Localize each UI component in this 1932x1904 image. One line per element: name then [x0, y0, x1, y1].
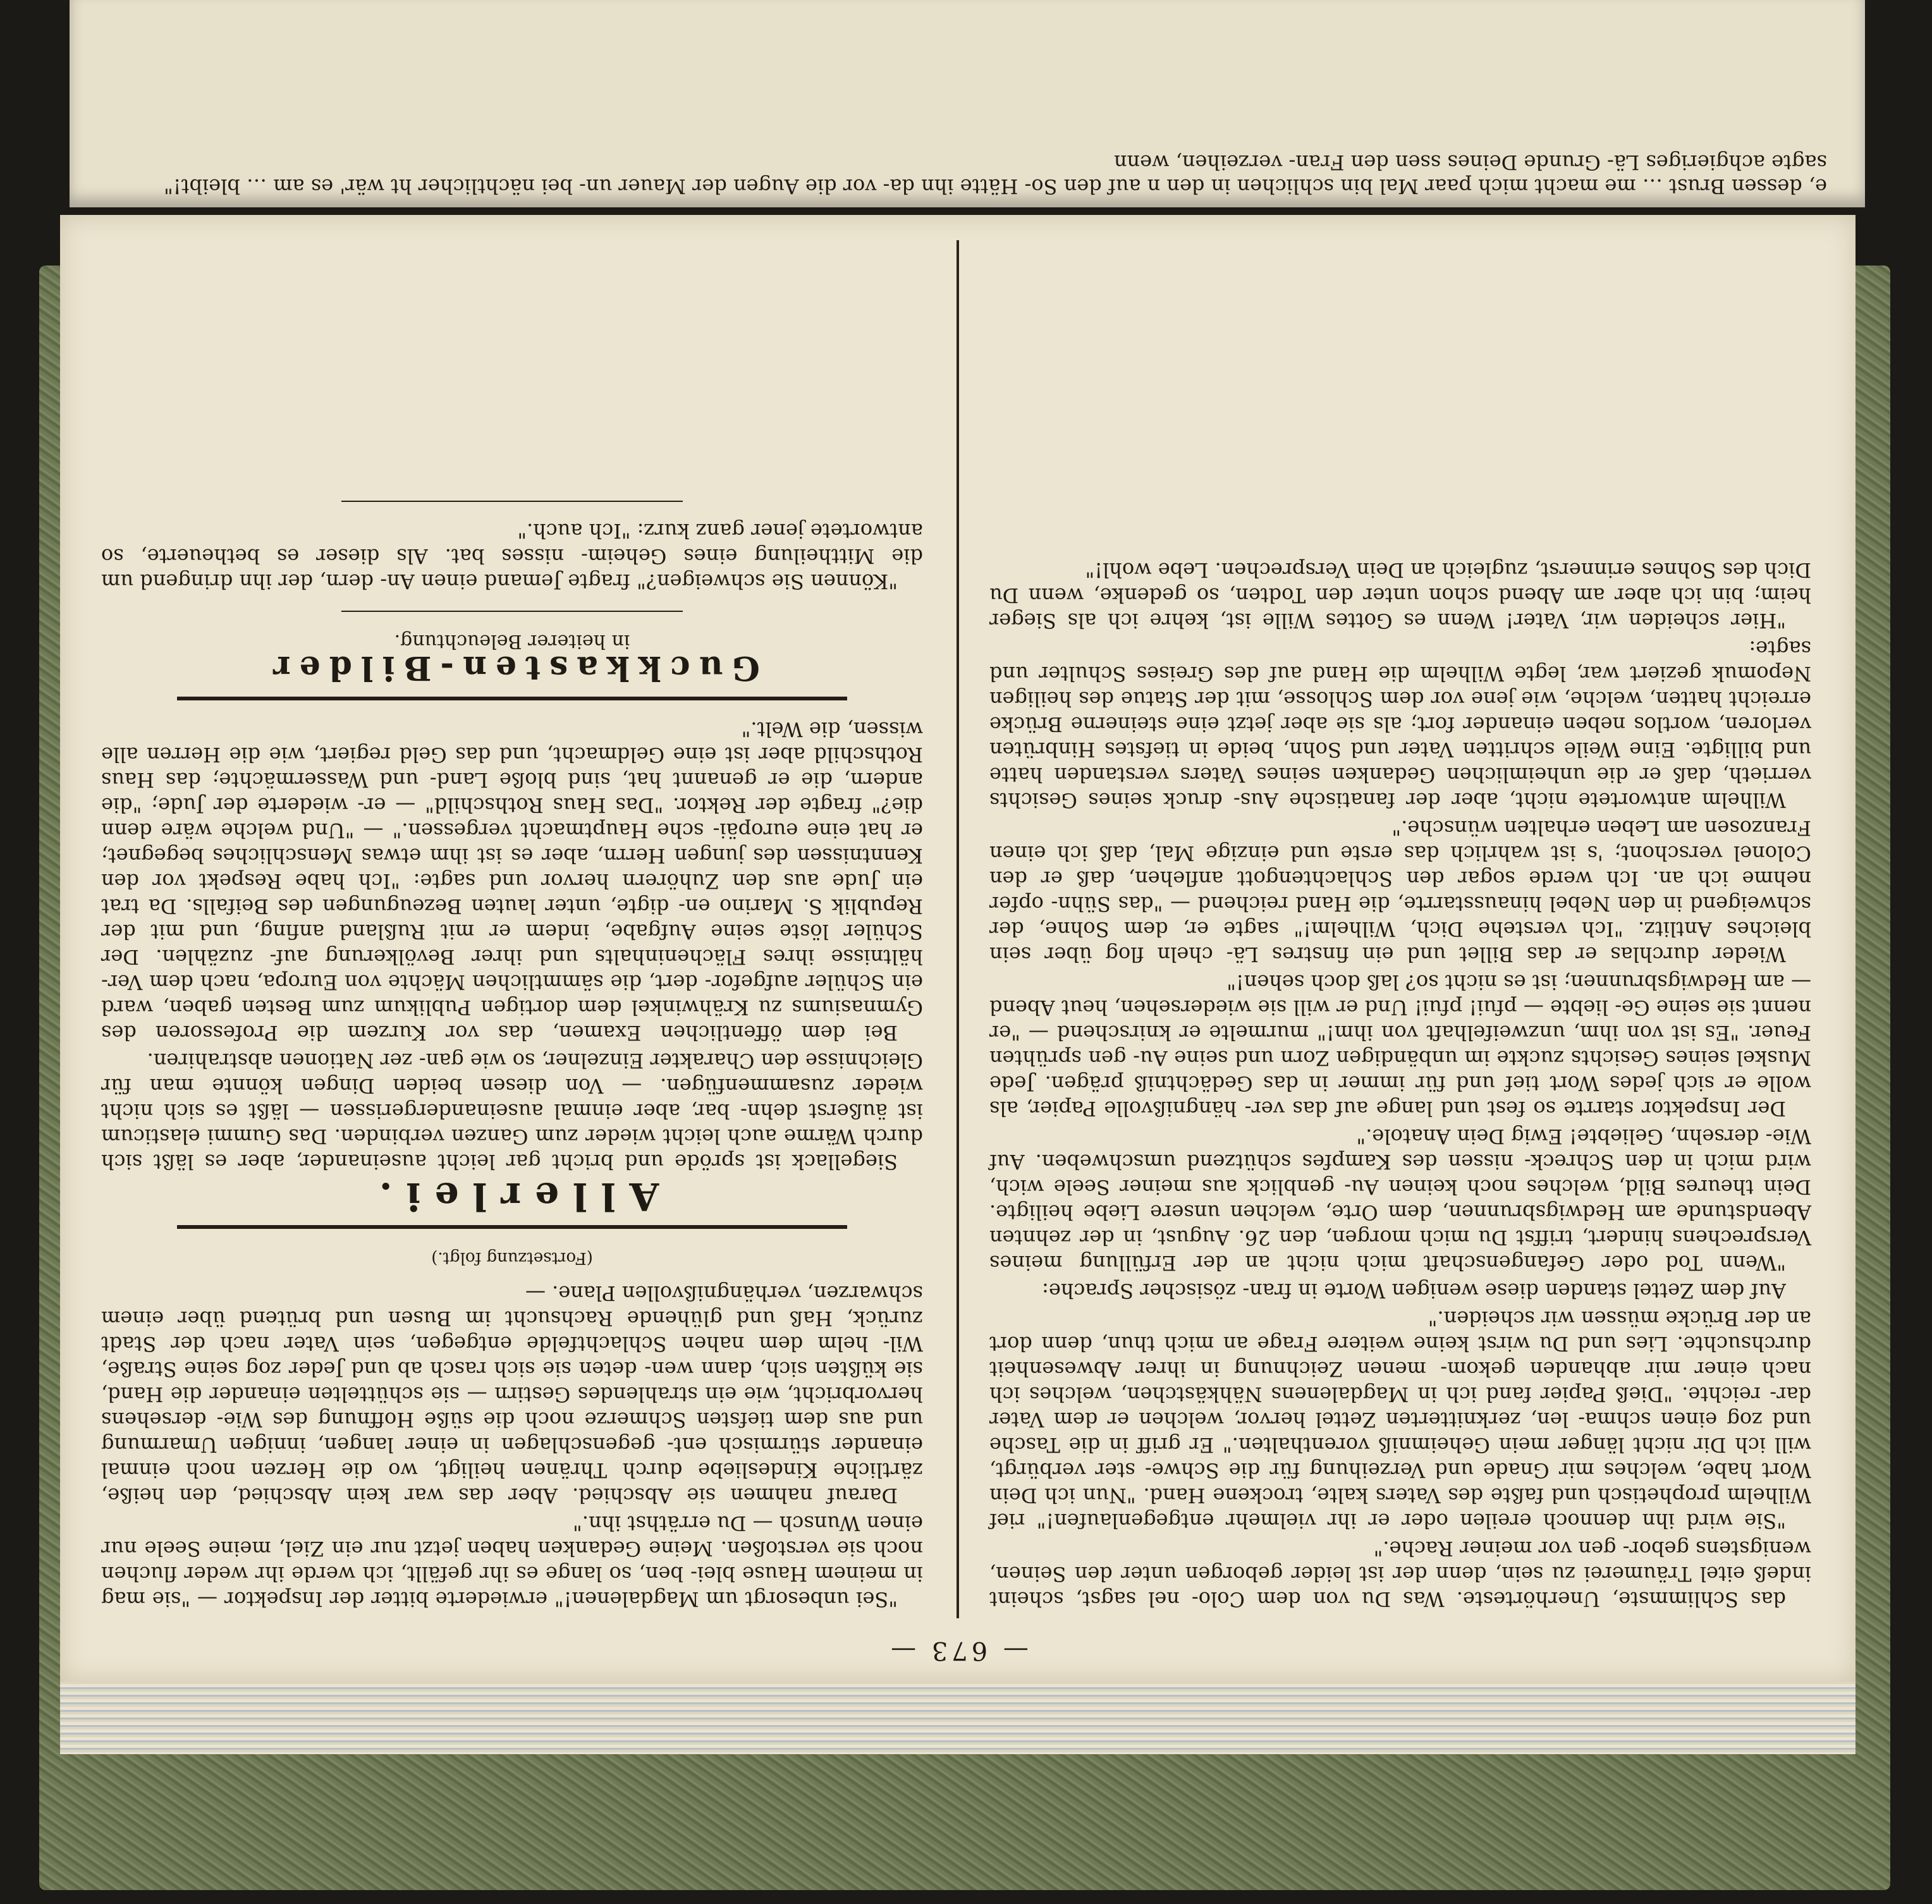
- closing-rule: [341, 501, 683, 502]
- book-page: [60, 215, 1856, 1681]
- anecdote-paragraph: Bei dem öffentlichen Examen, das vor Kurzem die Professoren des Gymnasiums zu Krähwinkel dem dortigen Publikum zum Besten gaben, ward ein Schüler aufgefor- dert, die sämmtlichen Mächte von Europa, nach dem Ver- hältnisse ihres Flächeninhalts und ihrer Bevölkerung auf- zuzählen. Der Schüler löste seine Aufgabe, indem er mit Rußland anfing, und mit der Republik S. Marino en- digte, unter lauten Bezeugungen des Beifalls. Da trat ein Jude aus den Zuhörern hervor und sagte: "Ich habe Respekt vor den Kenntnissen des jungen Herrn, aber es ist ihm etwas Menschliches begegnet; er hat eine europäi- sche Hauptmacht vergessen." — "Und welche wäre denn die?" fragte der Rektor. "Das Haus Rothschild" — er- wiederte der Jude; "die andern, die er genannt hat, sind bloße Land- und Wassermächte; das Haus Rothschild aber ist eine Geldmacht, und das Geld regiert, wie die Herren alle wissen, die Welt.": [101, 717, 923, 1045]
- story-paragraph: "Hier scheiden wir, Vater! Wenn es Gottes Wille ist, kehre ich als Sieger heim; bin ich aber am Abend schon unter den Todten, so gedenke, wenn Du Dich des Sohnes erinnerst, zugleich an Dein Versprechen. Lebe wohl!": [989, 558, 1811, 633]
- story-paragraph: Wilhelm antwortete nicht, aber der fanatische Aus- druck seines Gesichts verrieth, daß er die unheimlichen Gedanken seines Vaters verstanden hatte und billigte. Eine Weile schritten Vater und Sohn, beide in tiefstes Hinbrüten verloren, wortlos neben einander fort; als sie aber jetzt eine steinerne Brücke erreicht hatten, welche, wie jene vor dem Schlosse, mit der Statue des heiligen Nepomuk geziert war, legte Wilhelm die Hand auf des Greises Schulter und sagte:: [989, 637, 1811, 812]
- short-rule: [341, 611, 683, 612]
- story-paragraph: "Sei unbesorgt um Magdalenen!" erwiederte bitter der Inspektor — "sie mag in meinem Hause blei- ben, so lange es ihr gefällt, ich werde ihr weder fluchen noch sie verstoßen. Meine Gedanken haben jetzt nur ein Ziel, meine Seele nur einen Wunsch — Du erräthst ihn.": [101, 1511, 923, 1611]
- right-column: [101, 484, 923, 1612]
- facing-page-fragment: [70, 0, 1865, 207]
- story-paragraph: "Sie wird ihn dennoch ereilen oder er ihr vielmehr entgegenlaufen!" rief Wilhelm prophetisch und faßte des Vaters kalte, trockene Hand. "Nun ich Dein Wort habe, welches mir Gnade und Verzeihung für die Schwe- ster verbürgt, will ich Dir nicht länger mein Geheimniß vorenthalten." Er griff in die Tasche und zog einen schma- len, zerknitterten Zettel hervor, welchen er dem Vater dar- reichte. "Dieß Papier fand ich in Magdalenens Nähkästchen, welches ich nach einer mir abhanden gekom- menen Zeichnung in ihrer Abwesenheit durchsuchte. Lies und Du wirst keine weitere Frage an mich thun, denn dort an der Brücke müssen wir scheiden.": [989, 1307, 1811, 1533]
- section-title-guckkasten: Guckkasten-Bilder: [264, 649, 760, 687]
- section-subtitle: in heiterer Beleuchtung.: [394, 630, 630, 652]
- continuation-note: (Fortsetzung folgt.): [431, 1248, 593, 1267]
- page-number: — 673 —: [887, 1636, 1029, 1665]
- page-edges: [60, 1669, 1856, 1754]
- page-content-rotated: [60, 215, 1856, 1681]
- anecdote-paragraph: Siegellack ist spröde und bricht gar leicht auseinander, aber es läßt sich durch Wärme auch leicht wieder zum Ganzen verbinden. Das Gummi elasticum ist äußerst dehn- bar, aber einmal auseinandergerissen — läßt es sich nicht wieder zusammenfügen. — Von diesen beiden Dingen könnte man für Gleichnisse den Charakter Einzelner, so wie gan- zer Nationen abstrahiren.: [101, 1049, 923, 1174]
- story-paragraph: "Wenn Tod oder Gefangenschaft mich nicht an der Erfüllung meines Versprechens hindert, triffst Du mich morgen, den 26. August, in der zehnten Abendstunde am Hedwigsbrunnen, dem Orte, welchen unsere Liebe heiligte. Dein theures Bild, welches noch keinen Au- genblick aus meiner Seele wich, wird mich in den Schreck- nissen des Kampfes schützend umschweben. Auf Wie- dersehn, Geliebte! Ewig Dein Anatole.": [989, 1125, 1811, 1275]
- section-rule: [177, 1225, 847, 1229]
- facing-page-text: e, dessen Brust … me macht mich paar Mal bin schlichen in den n auf den So- Hätte ihn da- vor die Augen der Mauer un- bei nächtlicher ht wär' es am … bleibt!" sagte achgieriges Lä- Grunde Deines ssen den Fran- verzeihen, wenn: [164, 150, 1827, 198]
- section-rule: [177, 697, 847, 700]
- section-title-allerlei: Allerlei.: [365, 1174, 659, 1218]
- column-divider: [957, 240, 959, 1618]
- anecdote-paragraph: "Können Sie schweigen?" fragte Jemand einen An- dern, der ihn dringend um die Mittheilung eines Geheim- nisses bat. Als dieser es betheuerte, so antwortete jener ganz kurz: "Ich auch.": [101, 519, 923, 594]
- story-paragraph: das Schlimmste, Unerhörteste. Was Du von dem Colo- nel sagst, scheint indeß eitel Träumerei zu sein, denn der ist leider geborgen unter den Seinen, wenigstens gebor- gen vor meiner Rache.": [989, 1537, 1811, 1611]
- story-paragraph: Auf dem Zettel standen diese wenigen Worte in fran- zösischer Sprache:: [1042, 1279, 1786, 1303]
- story-paragraph: Der Inspektor starrte so fest und lange auf das ver- hängnißvolle Papier, als wolle er sich jedes Wort tief und für immer in das Gedächtniß prägen. Jede Muskel seines Gesichts zuckte im unbändigen Zorn und seine Au- gen sprühten Feuer. "Es ist von ihm, unzweifelhaft von ihm!" murmelte er knirschend — "er nennt sie seine Ge- liebte — pfui! pfui! Und er will sie wiedersehen, heut Abend — am Hedwigsbrunnen; ist es nicht so? laß doch sehen!": [989, 970, 1811, 1121]
- story-paragraph: Wieder durchlas er das Billet und ein finstres Lä- cheln flog über sein bleiches Antlitz. "Ich verstehe Dich, Wilhelm!" sagte er, dem Sohne, der schweigend in den Nebel hinausstarrte, die Hand reichend — "das Sühn- opfer nehme ich an. Ich werde sogar den Schlachtengott anflehen, daß er den Colonel verschont; 's ist wahrlich das erste und einzige Mal, daß ich einen Franzosen am Leben erhalten wünsche.": [989, 816, 1811, 967]
- left-column: [989, 555, 1811, 1612]
- story-paragraph: Darauf nahmen sie Abschied. Aber das war kein Abschied, den heiße, zärtliche Kindesliebe durch Thränen heiligt, wo die Herzen noch einmal einander stürmisch ent- gegenschlagen in einer langen, innigen Umarmung und aus dem tiefsten Schmerze noch die süße Hoffnung des Wie- dersehens hervorbricht, wie ein strahlendes Gestirn — sie schüttelten einander die Hand, sie küßten sich, dann wen- deten sie sich rasch ab und Jeder zog seine Straße, Wil- helm dem nahen Schlachtfelde entgegen, sein Vater nach der Stadt zurück, Haß und glühende Rachsucht im Busen und brütend über einem schwarzen, verhängnißvollen Plane. —: [101, 1281, 923, 1508]
